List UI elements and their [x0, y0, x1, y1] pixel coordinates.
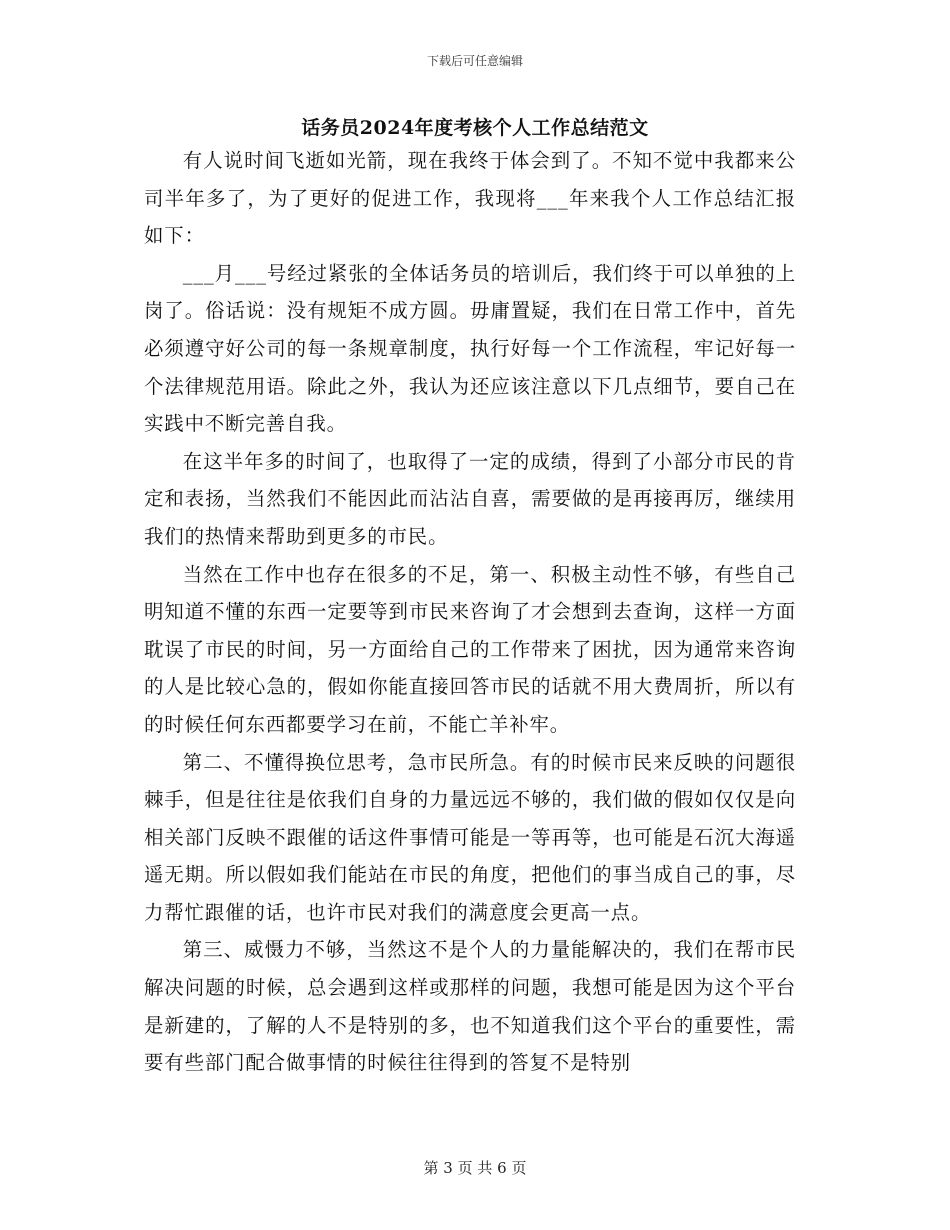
document-body [144, 142, 796, 1082]
paragraph-shortcoming-3: 第三、威慑力不够，当然这不是个人的力量能解决的，我们在帮市民解决问题的时候，总会遇到这样或那样的问题，我想可能是因为这个平台是新建的，了解的人不是特别的多，也不知道我们这个平台的重要性，需要有些部门配合做事情的时候往往得到的答复不是特别 [144, 938, 796, 1075]
paragraph-shortcoming-1: 当然在工作中也存在很多的不足，第一、积极主动性不够，有些自己明知道不懂的东西一定要等到市民来咨询了才会想到去查询，这样一方面耽误了市民的时间，另一方面给自己的工作带来了困扰，因为通常来咨询的人是比较心急的，假如你能直接回答市民的话就不用大费周折，所以有的时候任何东西都要学习在前，不能亡羊补牢。 [144, 562, 796, 736]
paragraph-training: ___月___号经过紧张的全体话务员的培训后，我们终于可以单独的上岗了。俗话说：没有规矩不成方圆。毋庸置疑，我们在日常工作中，首先必须遵守好公司的每一条规章制度，执行好每一个工作流程，牢记好每一个法律规范用语。除此之外，我认为还应该注意以下几点细节，要自己在实践中不断完善自我。 [144, 261, 796, 436]
paragraph-shortcoming-2: 第二、不懂得换位思考，急市民所急。有的时候市民来反映的问题很棘手，但是往往是依我们自身的力量远远不够的，我们做的假如仅仅是向相关部门反映不跟催的话这件事情可能是一等再等，也可能是石沉大海遥遥无期。所以假如我们能站在市民的角度，把他们的事当成自己的事，尽力帮忙跟催的话，也许市民对我们的满意度会更高一点。 [144, 750, 796, 924]
paragraph-intro: 有人说时间飞逝如光箭，现在我终于体会到了。不知不觉中我都来公司半年多了，为了更好的促进工作，我现将___年来我个人工作总结汇报如下： [144, 149, 796, 248]
page-number: 第 3 页 共 6 页 [423, 1159, 527, 1177]
page-header-note: 下载后可任意编辑 [426, 54, 523, 68]
document-title: 话务员2024年度考核个人工作总结范文 [301, 117, 649, 139]
paragraph-achievements: 在这半年多的时间了，也取得了一定的成绩，得到了小部分市民的肯定和表扬，当然我们不能因此而沾沾自喜，需要做的是再接再厉，继续用我们的热情来帮助到更多的市民。 [144, 449, 796, 548]
